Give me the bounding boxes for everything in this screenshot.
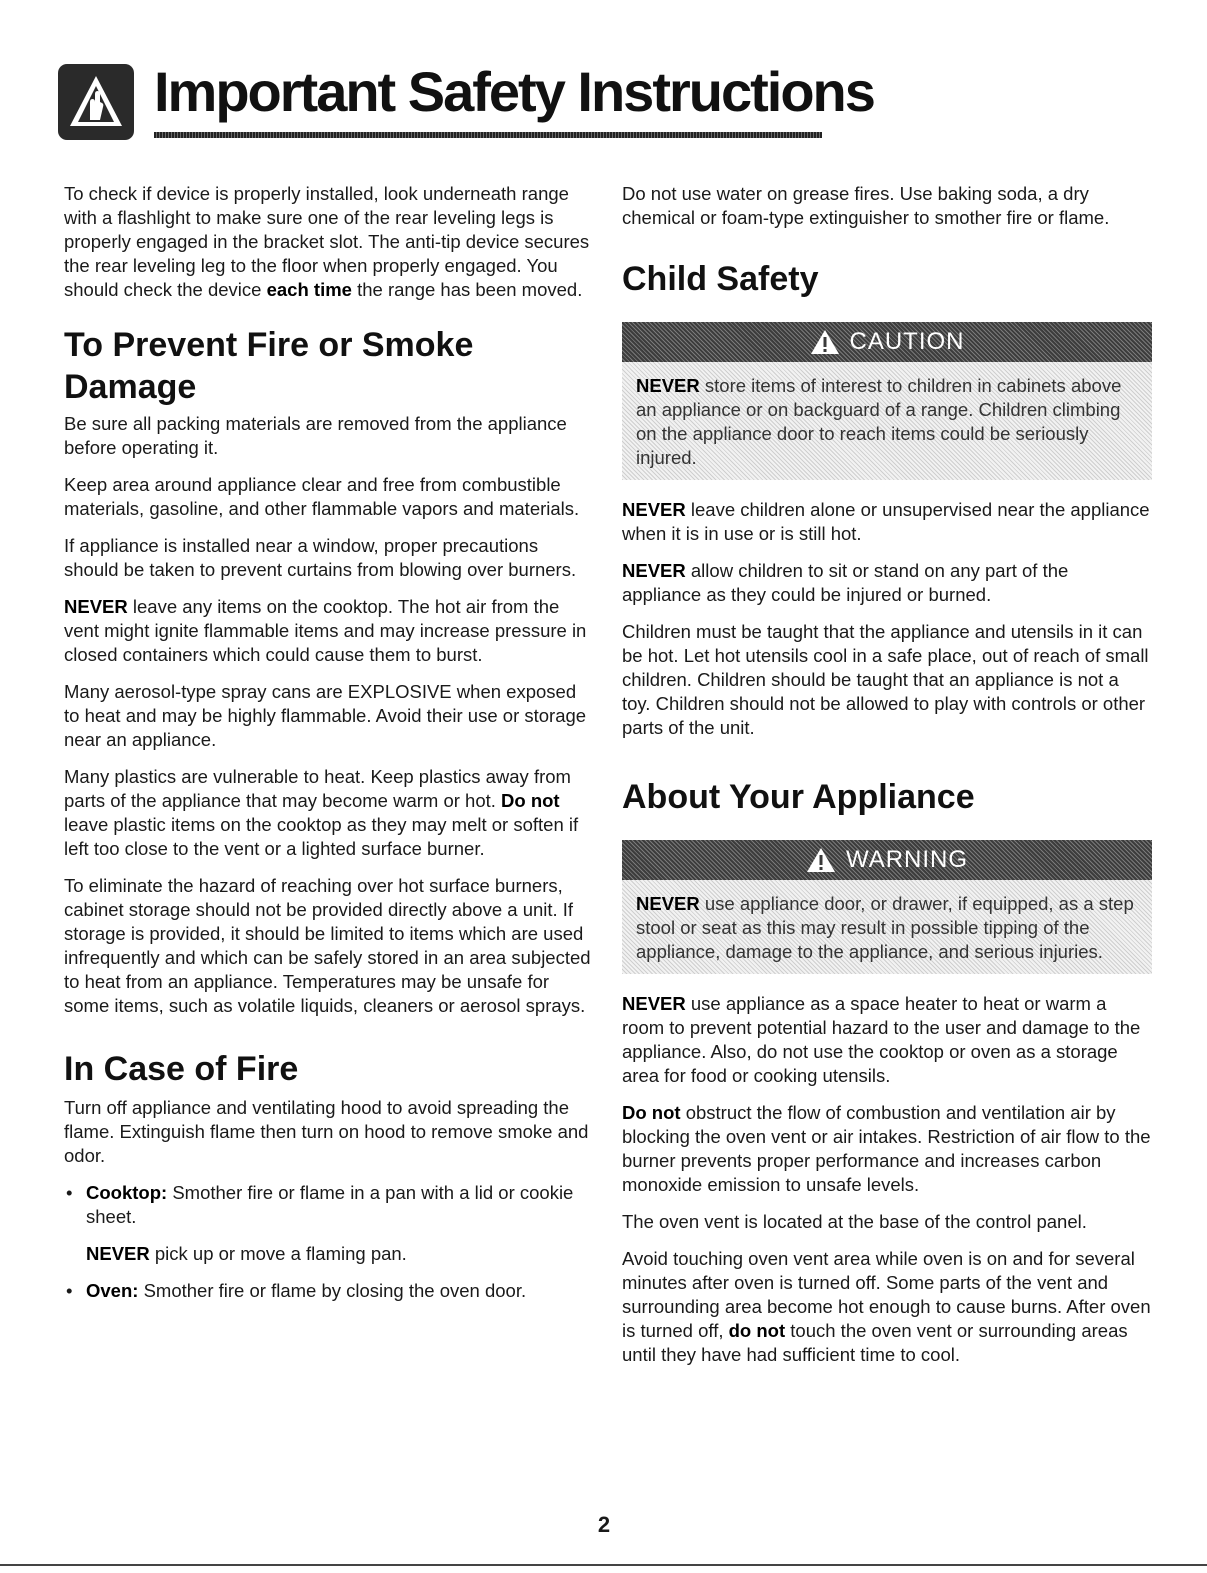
paragraph-cabinet-storage: To eliminate the hazard of reaching over hot surface burners, cabinet storage should not be provided directly above a unit. If storage is provided, it should be limited to items which are used infrequently and which can be safely stored in an area subjected to heat from an appliance. Temperatures may be unsafe for some items, such as volatile liquids, cleaners or aerosol sprays. [64, 875, 591, 1016]
paragraph-clear-area: Keep area around appliance clear and free from combustible materials, gasoline, and other flammable vapors and materials. [64, 474, 580, 519]
emphasis: NEVER [622, 499, 686, 520]
text: Avoid touching oven vent area while oven is on and for several minutes after oven is turned off. Some parts of the vent and surrounding area become hot enough to cause burns. After oven is turned off, [622, 1248, 1151, 1341]
bullet: • [66, 1280, 73, 1301]
emphasis: NEVER [64, 596, 128, 617]
caution-box [622, 322, 1152, 480]
paragraph-space-heater [622, 992, 1152, 1088]
text: Many plastics are vulnerable to heat. Keep plastics away from parts of the appliance that may become warm or hot. [64, 766, 571, 811]
text: store items of interest to children in cabinets above an appliance or on backguard of a range. Children climbing on the appliance door to reach items could be seriously injured. [636, 375, 1122, 468]
paragraph-aerosol: Many aerosol-type spray cans are EXPLOSIVE when exposed to heat and may be highly flammable. Avoid their use or storage near an appliance. [64, 681, 587, 750]
text: touch the oven vent or surrounding areas until they have had sufficient time to cool. [622, 1320, 1128, 1365]
text: leave plastic items on the cooktop as they may melt or soften if left too close to the vent or a lighted surface burner. [64, 814, 579, 859]
text: use appliance as a space heater to heat or warm a room to prevent potential hazard to the user and damage to the appliance. Also, do not use the cooktop or oven as a storage area for food or cooking utensils. [622, 993, 1141, 1086]
paragraph-plastics [64, 765, 594, 861]
warning-box [622, 840, 1152, 974]
alert-triangle-icon [810, 329, 840, 355]
emphasis: NEVER [622, 560, 686, 581]
text: the range has been moved. [351, 279, 583, 300]
warning-text [622, 880, 1152, 964]
paragraph-teach-children: Children must be taught that the appliance and utensils in it can be hot. Let hot utensils cool in a safe place, out of reach of small children. Children should be taught that an appliance is not a toy. Children should not be allowed to play with controls or other parts of the unit. [622, 621, 1149, 738]
page-title: Important Safety Instructions [154, 60, 874, 123]
emphasis: each time [266, 279, 352, 300]
emphasis: NEVER [636, 375, 700, 396]
right-column [622, 182, 1152, 1380]
paragraph-vent-location: The oven vent is located at the base of the control panel. [622, 1211, 1087, 1232]
paragraph-packing: Be sure all packing materials are removed from the appliance before operating it. [64, 413, 567, 458]
paragraph-unsupervised [622, 498, 1152, 546]
text: leave any items on the cooktop. The hot air from the vent might ignite flammable items and may increase pressure in closed containers which could cause them to burst. [64, 596, 587, 665]
heading-prevent-fire: To Prevent Fire or Smoke Damage [64, 326, 474, 406]
emphasis: Do not [622, 1102, 681, 1123]
text: leave children alone or unsupervised near the appliance when it is in use or is still hot. [622, 499, 1150, 544]
caution-text [622, 362, 1152, 470]
text: obstruct the flow of combustion and ventilation air by blocking the oven vent or air intakes. Restriction of air flow to the burner prevents proper performance and increases carbon monoxide emission to unsafe levels. [622, 1102, 1151, 1195]
emphasis: Cooktop: [86, 1182, 168, 1203]
heading-child-safety: Child Safety [622, 260, 819, 298]
text: pick up or move a flaming pan. [149, 1243, 407, 1264]
left-column [64, 182, 594, 1316]
text: use appliance door, or drawer, if equipped, as a step stool or seat as this may result in possible tipping of the appliance, damage to the appliance, and serious injuries. [636, 893, 1134, 962]
caution-bar [622, 322, 1152, 362]
emphasis: NEVER [636, 893, 700, 914]
paragraph-grease-fires: Do not use water on grease fires. Use baking soda, a dry chemical or foam-type extinguisher to smother fire or flame. [622, 183, 1110, 228]
emphasis: Do not [501, 790, 560, 811]
warning-bar [622, 840, 1152, 880]
paragraph-sit-stand [622, 559, 1152, 607]
heading-about-appliance: About Your Appliance [622, 778, 975, 816]
emphasis: Oven: [86, 1280, 139, 1301]
text: Smother fire or flame by closing the oven door. [138, 1280, 527, 1301]
bottom-rule [0, 1564, 1207, 1566]
title-underline [154, 132, 822, 138]
list-item-cooktop [64, 1181, 594, 1229]
emphasis: NEVER [622, 993, 686, 1014]
list-item-oven [64, 1279, 594, 1303]
paragraph-obstruct-flow [622, 1101, 1152, 1197]
page-header [58, 60, 874, 150]
anti-tip-paragraph [64, 182, 594, 302]
text: allow children to sit or stand on any part of the appliance as they could be injured or burned. [622, 560, 1069, 605]
paragraph-cooktop-items [64, 595, 594, 667]
emphasis: NEVER [86, 1243, 150, 1264]
paragraph-fire: Turn off appliance and ventilating hood to avoid spreading the flame. Extinguish flame then turn on hood to remove smoke and odor. [64, 1097, 589, 1166]
heading-case-of-fire: In Case of Fire [64, 1050, 299, 1088]
text: To check if device is properly installed, look underneath range with a flashlight to make sure one of the rear leveling legs is properly engaged in the bracket slot. The anti-tip device secures the rear leveling leg to the floor when properly engaged. You should check the device [64, 183, 590, 300]
warning-label: WARNING [845, 846, 969, 873]
page-number: 2 [597, 1512, 611, 1537]
text: Smother fire or flame in a pan with a lid or cookie sheet. [86, 1182, 574, 1227]
bullet: • [66, 1182, 73, 1203]
paragraph-window: If appliance is installed near a window, proper precautions should be taken to prevent curtains from blowing over burners. [64, 535, 577, 580]
caution-label: CAUTION [849, 328, 965, 355]
paragraph-flaming-pan [64, 1242, 594, 1266]
emphasis: do not [728, 1320, 786, 1341]
alert-triangle-icon [806, 847, 836, 873]
paragraph-avoid-touching [622, 1247, 1152, 1367]
warning-hand-icon [58, 64, 134, 140]
